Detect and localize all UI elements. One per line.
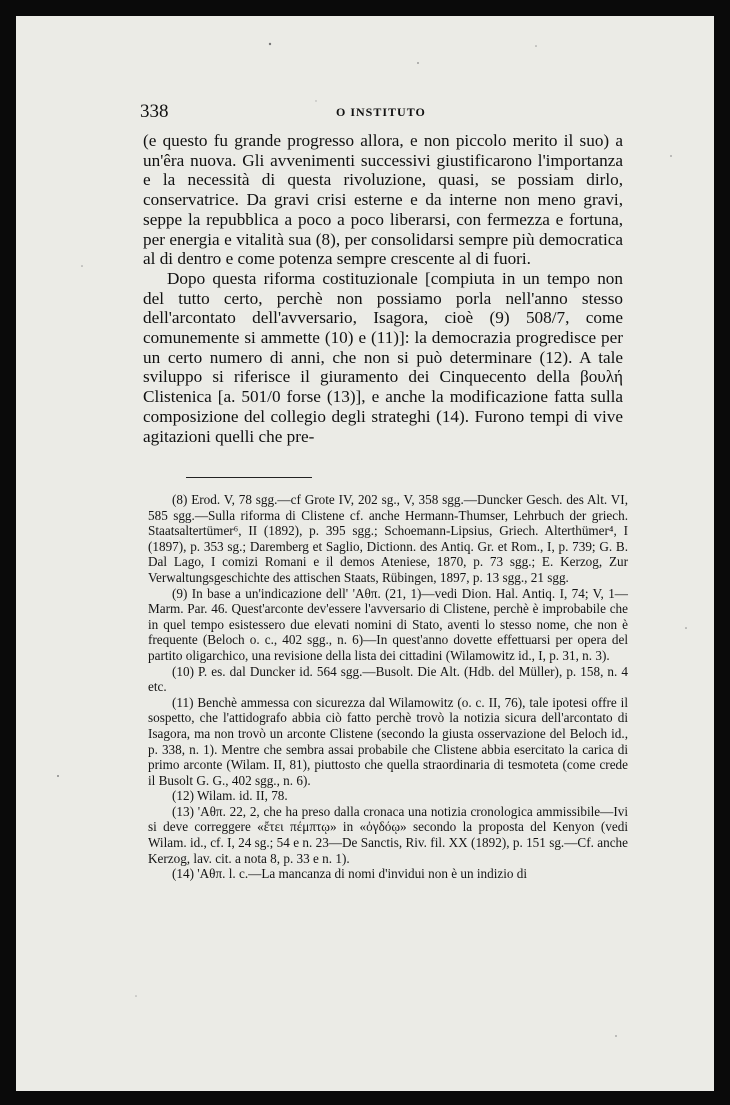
body-paragraph: Dopo questa riforma costituzionale [compiuta in un tempo non del tutto certo, perchè non possiamo porla nell'anno stesso dell'arcontato dell'avversario, Isagora, cioè (9) 508/7, come comunemente si ammette (10) e (11)]: la democrazia progredisce per un certo numero di anni, che non si può determinare (12). A tale sviluppo si riferisce il giuramento dei Cinquecento della βουλή Clistenica [a. 501/0 forse (13)], e anche la modificazione fatta sulla composizione del collegio degli strateghi (14). Furono tempi di vive agitazioni quelli che pre- <box>143 268 623 446</box>
footnotes <box>148 492 628 882</box>
footnote: (10) P. es. dal Duncker id. 564 sgg.—Busolt. Die Alt. (Hdb. del Müller), p. 158, n. 4 etc. <box>148 663 628 695</box>
running-title: O INSTITUTO <box>336 105 426 119</box>
footnote-separator <box>186 477 312 478</box>
footnote: (12) Wilam. id. II, 78. <box>172 788 288 804</box>
footnote: (14) 'Αθπ. l. c.—La mancanza di nomi d'invidui non è un indizio di <box>172 866 528 882</box>
footnote: (13) 'Αθπ. 22, 2, che ha preso dalla cronaca una notizia cronologica ammissibile—Ivi si deve correggere «ἔτει πέμπτῳ» in «ὀγδόῳ» secondo la proposta del Kenyon (vedi Wilam. id., cf. I, 24 sg.; 54 e n. 23—De Sanctis, Riv. fil. XX (1892), p. 151 sg.—Cf. anche Kerzog, lav. cit. a nota 8, p. 33 e n. 1). <box>148 803 628 866</box>
footnote: (11) Benchè ammessa con sicurezza dal Wilamowitz (o. c. II, 76), tale ipotesi offre il sospetto, che l'attidografo abbia ciò fatto perchè trovò la notizia sicura dell'arcontato di Isagora, ma non trovò un arconte Clistene (secondo la giusta osservazione del Beloch id., p. 338, n. 1). Mentre che sembra assai probabile che Clistene abbia esercitato la carica di primo arconte (Wilam. II, 81), piuttosto che quella straordinaria di tesmoteta (come crede il Busolt G. G., 402 sgg., n. 6). <box>148 694 628 788</box>
footnote: (8) Erod. V, 78 sgg.—cf Grote IV, 202 sg., V, 358 sgg.—Duncker Gesch. des Alt. VI, 585 sgg.—Sulla riforma di Clistene cf. anche Hermann-Thumser, Lehrbuch der griech. Staatsaltertümer⁶, II (1892), p. 395 sgg.; Schoemann-Lipsius, Griech. Alterthümer⁴, I (1897), p. 353 sg.; Daremberg et Saglio, Dictionn. des Antiq. Gr. et Rom., I, p. 739; G. B. Dal Lago, I comizi Romani e il demos Ateniese, 1870, p. 73 sgg.; E. Kerzog, Zur Verwaltungsgeschichte des attischen Staats, Rübingen, 1897, p. 13 sgg., 21 sgg. <box>148 492 628 585</box>
main-text <box>143 131 623 446</box>
running-header <box>140 101 620 125</box>
body-paragraph: (e questo fu grande progresso allora, e non piccolo merito il suo) a un'êra nuova. Gli avvenimenti successivi giustificarono l'importanza e la necessità di questa rivoluzione, quasi, se possiam dirlo, conservatrice. Da gravi crisi esterne e da interne non meno gravi, seppe la repubblica a poco a poco liberarsi, con fermezza e fortuna, per energia e vitalità sua (8), per consolidarsi sempre più democratica al di dentro e come potenza sempre crescente al di fuori. <box>143 131 623 269</box>
page-number: 338 <box>140 101 169 122</box>
footnote: (9) In base a un'indicazione dell' 'Αθπ. (21, 1)—vedi Dion. Hal. Antiq. I, 74; V, 1—Marm. Par. 46. Quest'arconte dev'essere l'avversario di Clistene, perchè è improbabile che in quel tempo esistessero due elevati nomini di Stato, aventi lo stesso nome, che non è frequente (Beloch o. c., 402 sgg., n. 6)—In quest'anno dovette effettuarsi per opera del partito oligarchico, una revisione della lista dei cittadini (Wilamowitz id., I, p. 31, n. 3). <box>148 585 628 663</box>
page-sheet <box>16 16 714 1091</box>
